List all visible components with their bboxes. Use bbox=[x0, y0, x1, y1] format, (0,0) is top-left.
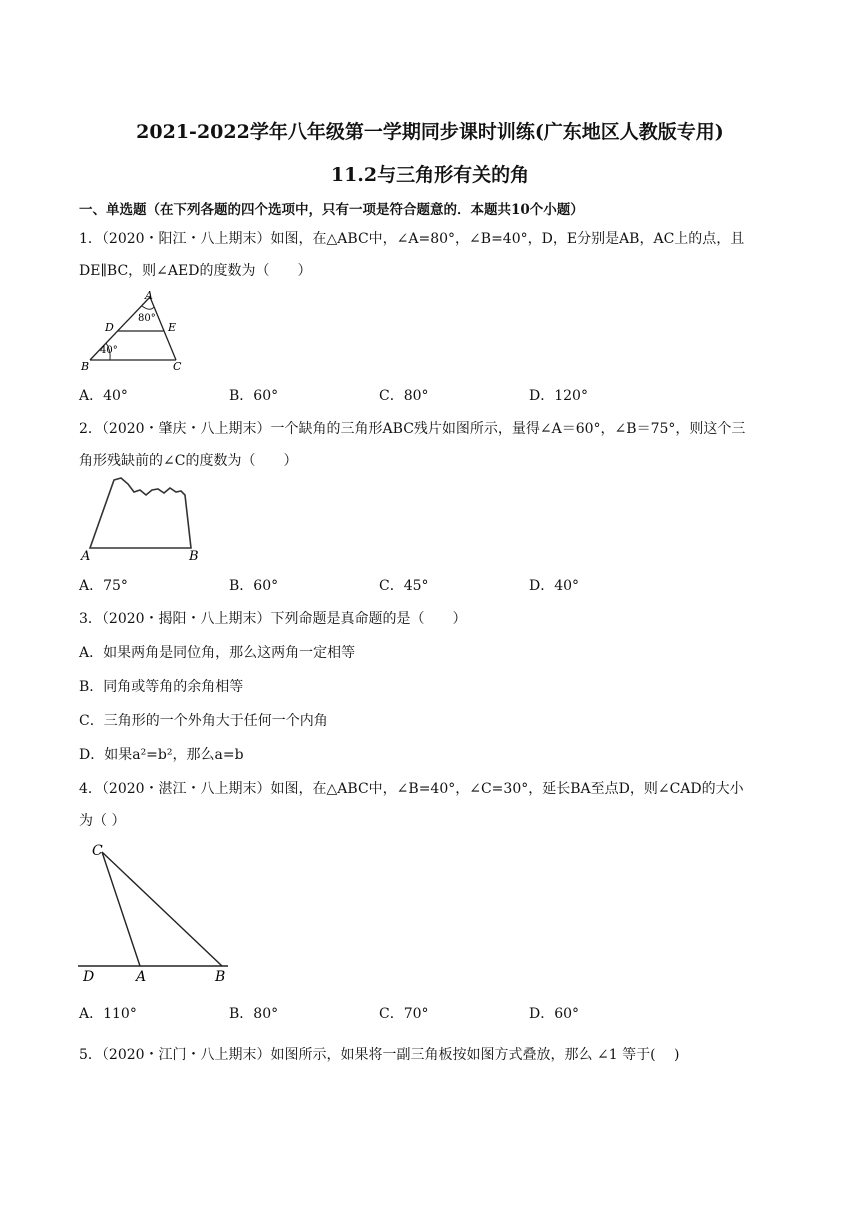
question-4-line-1: 4．（2020・湛江・八上期末）如图，在△ABC中，∠B=40°，∠C=30°，延长BA至点D，则∠CAD的大小 bbox=[79, 781, 744, 797]
vertex-c-label: C bbox=[92, 843, 103, 859]
vertex-b-label: B bbox=[81, 360, 90, 372]
question-3-choice-b[interactable]: B．同角或等角的余角相等 bbox=[79, 679, 244, 695]
triangle-fragment bbox=[90, 478, 191, 548]
question-1-line-2: DE∥BC，则∠AED的度数为（ ） bbox=[79, 263, 312, 279]
question-3-line-1: 3．（2020・揭阳・八上期末）下列命题是真命题的是（ ） bbox=[79, 611, 467, 627]
question-4-line-2: 为（ ） bbox=[79, 813, 126, 829]
question-3-choice-a[interactable]: A．如果两角是同位角，那么这两角一定相等 bbox=[79, 645, 356, 661]
vertex-a-label: A bbox=[81, 549, 91, 564]
document-subtitle: 11.2与三角形有关的角 bbox=[330, 164, 530, 186]
vertex-b-label: B bbox=[189, 549, 199, 564]
side-cb bbox=[102, 852, 222, 966]
angle-a-label: 80° bbox=[138, 313, 156, 324]
vertex-e-label: E bbox=[168, 321, 177, 334]
question-2-option-b[interactable]: B．60° bbox=[229, 578, 279, 594]
vertex-d-label: D bbox=[105, 321, 114, 334]
vertex-c-label: C bbox=[173, 360, 182, 372]
question-4-triangle-figure bbox=[78, 838, 238, 986]
vertex-b-label: B bbox=[215, 969, 226, 985]
angle-b-label: 40° bbox=[100, 345, 118, 356]
question-1-option-b[interactable]: B．60° bbox=[229, 388, 279, 404]
section-heading: 一、单选题（在下列各题的四个选项中，只有一项是符合题意的．本题共10个小题） bbox=[79, 202, 584, 218]
question-1-option-c[interactable]: C．80° bbox=[379, 388, 429, 404]
question-3-choice-d[interactable]: D．如果a²=b²，那么a=b bbox=[79, 747, 244, 763]
question-3-choice-c[interactable]: C．三角形的一个外角大于任何一个内角 bbox=[79, 713, 328, 729]
question-2-option-d[interactable]: D．40° bbox=[529, 578, 580, 594]
question-4-option-c[interactable]: C．70° bbox=[379, 1006, 429, 1022]
question-1-line-1: 1．（2020・阳江・八上期末）如图，在△ABC中，∠A=80°，∠B=40°，D，E分别是AB，AC上的点，且 bbox=[79, 231, 745, 247]
question-2-option-c[interactable]: C．45° bbox=[379, 578, 429, 594]
question-4-option-a[interactable]: A．110° bbox=[79, 1006, 137, 1022]
question-2-line-1: 2．（2020・肇庆・八上期末）一个缺角的三角形ABC残片如图所示，量得∠A＝60°，∠B＝75°，则这个三 bbox=[79, 421, 746, 437]
side-ab bbox=[90, 297, 150, 360]
question-5-line-1: 5．（2020・江门・八上期末）如图所示，如果将一副三角板按如图方式叠放，那么 ∠1 等于( ) bbox=[79, 1047, 680, 1063]
question-1-triangle-figure bbox=[78, 290, 190, 372]
vertex-a-label: A bbox=[136, 969, 147, 985]
document-title: 2021-2022学年八年级第一学期同步课时训练(广东地区人教版专用) bbox=[136, 121, 724, 143]
angle-a-arc bbox=[142, 306, 154, 309]
question-1-option-d[interactable]: D．120° bbox=[529, 388, 588, 404]
question-2-broken-triangle-figure bbox=[78, 474, 202, 564]
question-2-option-a[interactable]: A．75° bbox=[79, 578, 128, 594]
vertex-a-label: A bbox=[145, 290, 153, 302]
question-1-option-a[interactable]: A．40° bbox=[79, 388, 128, 404]
vertex-d-label: D bbox=[83, 969, 95, 985]
question-4-option-b[interactable]: B．80° bbox=[229, 1006, 279, 1022]
question-2-line-2: 角形残缺前的∠C的度数为（ ） bbox=[79, 453, 298, 469]
question-4-option-d[interactable]: D．60° bbox=[529, 1006, 580, 1022]
